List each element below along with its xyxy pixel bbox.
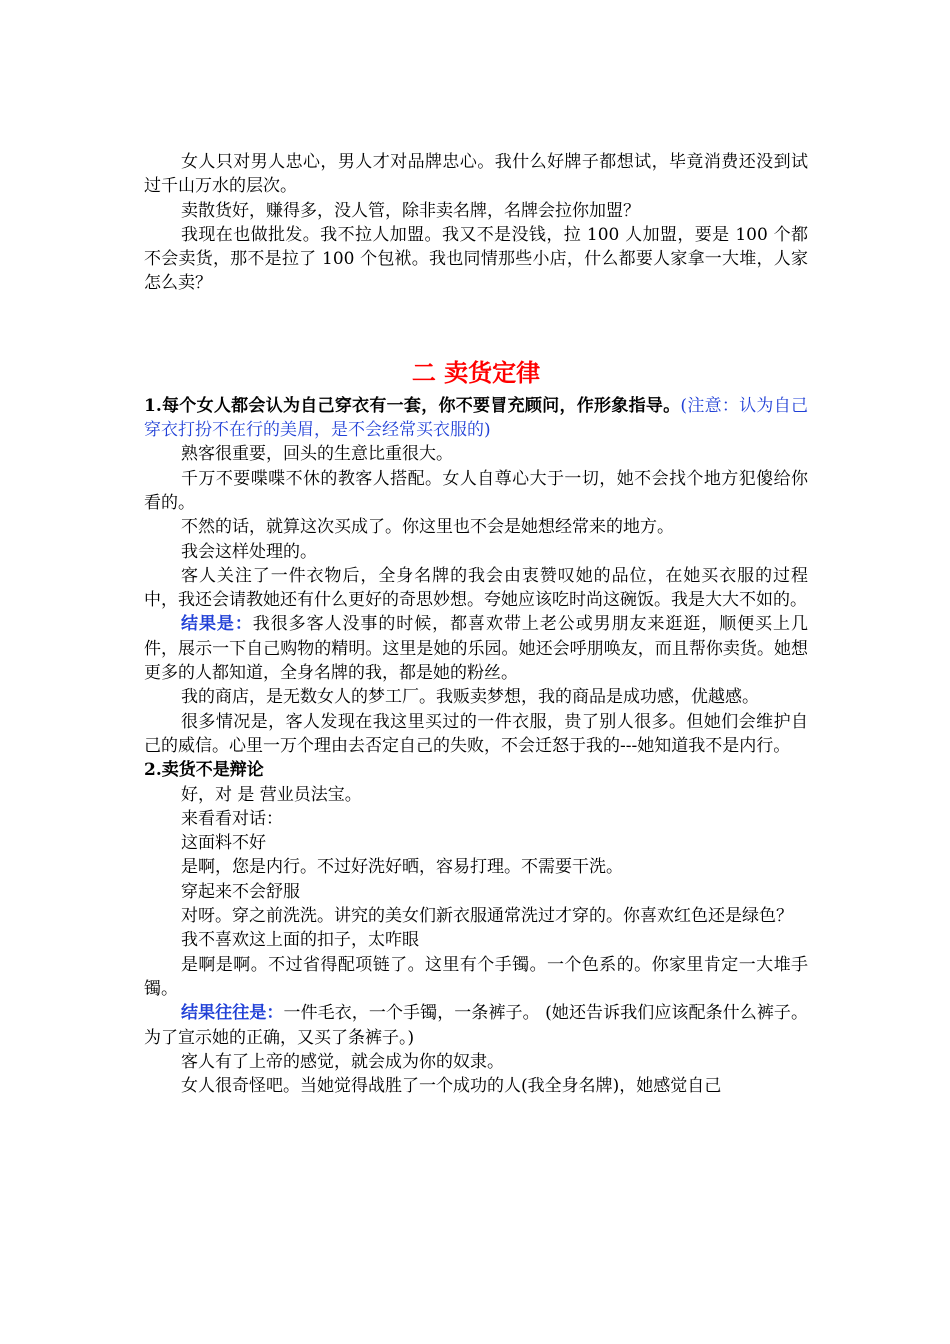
paragraph: 不然的话，就算这次买成了。你这里也不会是她想经常来的地方。: [181, 517, 674, 538]
document-body: [144, 150, 808, 1098]
paragraph: 来看看对话：: [181, 808, 283, 829]
result-label: 结果往往是：: [181, 1003, 284, 1024]
result-label: 结果是：: [181, 614, 253, 635]
paragraph: 卖散货好，赚得多，没人管，除非卖名牌，名牌会拉你加盟？: [181, 200, 640, 221]
paragraph: 是啊是啊。不过省得配项链了。这里有个手镯。一个色系的。你家里肯定一大堆手镯。: [144, 954, 808, 999]
result-text: 一件毛衣，一个手镯，一条裤子。 (她还告诉我们应该配条什么裤子。为了宣示她的正确，又买了条裤子。): [144, 1003, 808, 1048]
paragraph: 客人关注了一件衣物后，全身名牌的我会由衷赞叹她的品位，在她买衣服的过程中，我还会请教她还有什么更好的奇思妙想。夸她应该吃时尚这碗饭。我是大大不如的。: [144, 565, 808, 611]
paragraph: 很多情况是，客人发现在我这里买过的一件衣服，贵了别人很多。但她们会维护自己的威信。心里一万个理由去否定自己的失败，不会迁怒于我的---她知道我不是内行。: [144, 711, 808, 756]
paragraph: 对呀。穿之前洗洗。讲究的美女们新衣服通常洗过才穿的。你喜欢红色还是绿色？: [181, 906, 793, 927]
paragraph: 客人有了上帝的感觉，就会成为你的奴隶。: [181, 1051, 504, 1072]
paragraph: 我现在也做批发。我不拉人加盟。我又不是没钱，拉 100 人加盟，要是 100 个都不会卖货，那不是拉了 100 个包袱。我也同情那些小店，什么都要人家拿一大堆，人家怎么卖？: [144, 224, 808, 294]
paragraph: 是啊，您是内行。不过好洗好晒，容易打理。不需要干洗。: [181, 857, 623, 878]
rule-1-note: (注意：认为自己穿衣打扮不在行的美眉，是不会经常买衣服的): [144, 395, 808, 441]
paragraph: 女人很奇怪吧。当她觉得战胜了一个成功的人(我全身名牌)，她感觉自己: [181, 1076, 722, 1097]
paragraph: 穿起来不会舒服: [181, 881, 300, 902]
paragraph: 好，对 是 营业员法宝。: [181, 784, 362, 805]
paragraph: 我不喜欢这上面的扣子，太咋眼: [181, 930, 419, 951]
paragraph: 我的商店，是无数女人的梦工厂。我贩卖梦想，我的商品是成功感，优越感。: [181, 687, 759, 708]
paragraph: 女人只对男人忠心，男人才对品牌忠心。我什么好牌子都想试，毕竟消费还没到试过千山万水的层次。: [144, 152, 808, 197]
paragraph: 熟客很重要，回头的生意比重很大。: [181, 444, 453, 465]
section-title: 二 卖货定律: [411, 357, 541, 387]
result-text: 我很多客人没事的时候，都喜欢带上老公或男朋友来逛逛，顺便买上几件，展示一下自己购物的精明。这里是她的乐园。她还会呼朋唤友，而且帮你卖货。她想更多的人都知道，全身名牌的我，都是她的粉丝。: [144, 614, 808, 684]
result-paragraph: [144, 612, 808, 685]
paragraph: 我会这样处理的。: [181, 541, 317, 562]
rule-1-heading: 1.每个女人都会认为自己穿衣有一套，你不要冒充顾问，作形象指导。: [144, 395, 681, 416]
result-paragraph: [144, 1001, 808, 1050]
paragraph: 这面料不好: [181, 833, 266, 854]
rule-1-heading-block: [144, 394, 808, 443]
paragraph: 千万不要喋喋不休的教客人搭配。女人自尊心大于一切，她不会找个地方犯傻给你看的。: [144, 468, 808, 513]
rule-2-heading: 2.卖货不是辩论: [144, 760, 264, 781]
